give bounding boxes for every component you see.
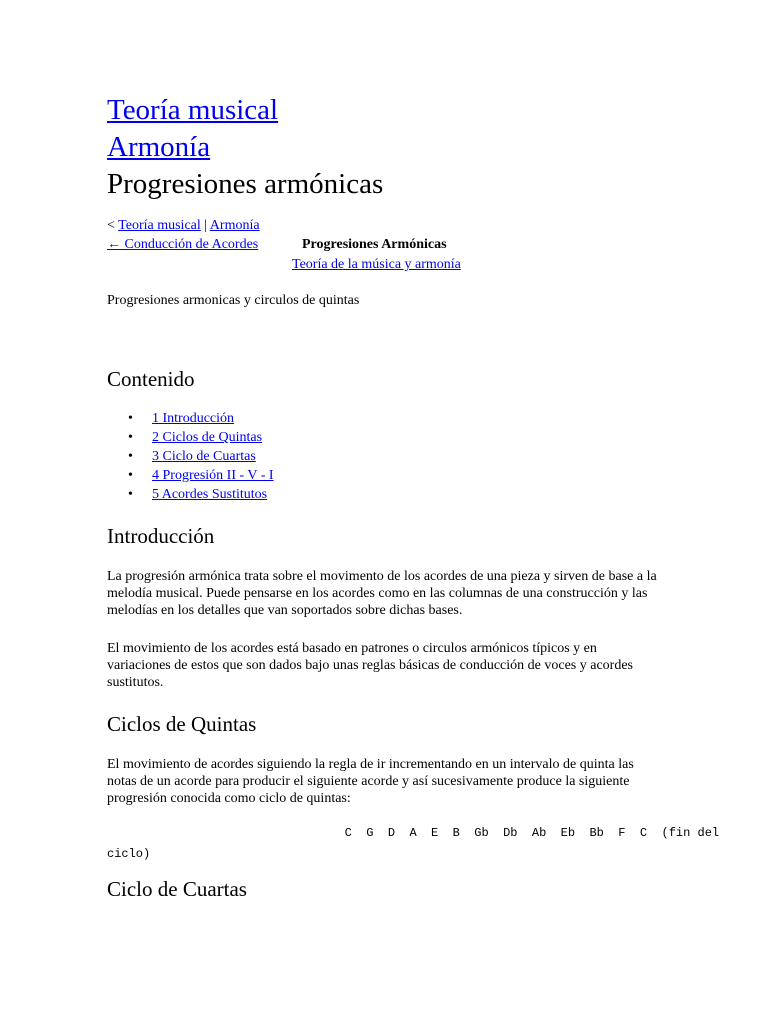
toc-link-ciclos-de-quintas[interactable]: 2 Ciclos de Quintas xyxy=(152,430,263,445)
current-chapter: Progresiones Armónicas xyxy=(302,237,447,252)
bullet-icon: • xyxy=(128,449,133,464)
quintas-cycle: C G D A E B Gb Db Ab Eb Bb F C (fin del ciclo) xyxy=(107,826,720,861)
section-heading-ciclo-de-cuartas: Ciclo de Cuartas xyxy=(107,877,247,901)
title-block xyxy=(107,92,667,203)
toc-link-acordes-sustitutos[interactable]: 5 Acordes Sustitutos xyxy=(152,487,268,502)
bullet-icon: • xyxy=(128,411,133,426)
toc-item xyxy=(107,409,274,428)
header-link-armonia[interactable]: Armonía xyxy=(107,131,211,163)
toc-link-ciclo-de-cuartas[interactable]: 3 Ciclo de Cuartas xyxy=(152,449,256,464)
table-of-contents xyxy=(107,409,274,504)
section-heading-introduccion: Introducción xyxy=(107,524,215,548)
toc-link-progresion[interactable]: 4 Progresión II - V - I xyxy=(152,468,274,483)
breadcrumb xyxy=(107,217,260,235)
toc-item xyxy=(107,428,274,447)
breadcrumb-link-armonia[interactable]: Armonía xyxy=(209,218,260,233)
quintas-paragraph: El movimiento de acordes siguiendo la regla de ir incrementando en un intervalo de quinta las notas de un acorde para producir el siguiente acorde y así sucesivamente produce la siguiente progresión conocida como ciclo de quintas: xyxy=(107,757,634,806)
breadcrumb-prefix: < xyxy=(107,218,119,233)
toc-heading: Contenido xyxy=(107,367,195,391)
bullet-icon: • xyxy=(128,430,133,445)
header-link-teoria-musical[interactable]: Teoría musical xyxy=(107,94,279,126)
toc-item xyxy=(107,485,274,504)
book-link[interactable]: Teoría de la música y armonía xyxy=(292,257,461,272)
intro-paragraph-1: La progresión armónica trata sobre el movimento de los acordes de una pieza y sirven de base a la melodía musical. Puede pensarse en los acordes como en las columnas de una construcción y las melodías en los detalles que van soportados sobre dichas bases. xyxy=(107,569,657,618)
page-title: Progresiones armónicas xyxy=(107,168,384,200)
toc-link-introduccion[interactable]: 1 Introducción xyxy=(152,411,235,426)
breadcrumb-separator: | xyxy=(200,218,210,233)
section-heading-ciclos-de-quintas: Ciclos de Quintas xyxy=(107,712,257,736)
intro-paragraph-2: El movimiento de los acordes está basado en patrones o circulos armónicos típicos y en variaciones de estos que son dados bajo unas reglas básicas de conducción de voces y acordes sustitutos. xyxy=(107,641,633,690)
prev-chapter-link[interactable]: ← Conducción de Acordes xyxy=(107,237,259,252)
toc-item xyxy=(107,466,274,485)
page-subtitle: Progresiones armonicas y circulos de quintas xyxy=(107,293,360,308)
toc-item xyxy=(107,447,274,466)
bullet-icon: • xyxy=(128,468,133,483)
bullet-icon: • xyxy=(128,487,133,502)
breadcrumb-link-teoria-musical[interactable]: Teoría musical xyxy=(118,218,201,233)
